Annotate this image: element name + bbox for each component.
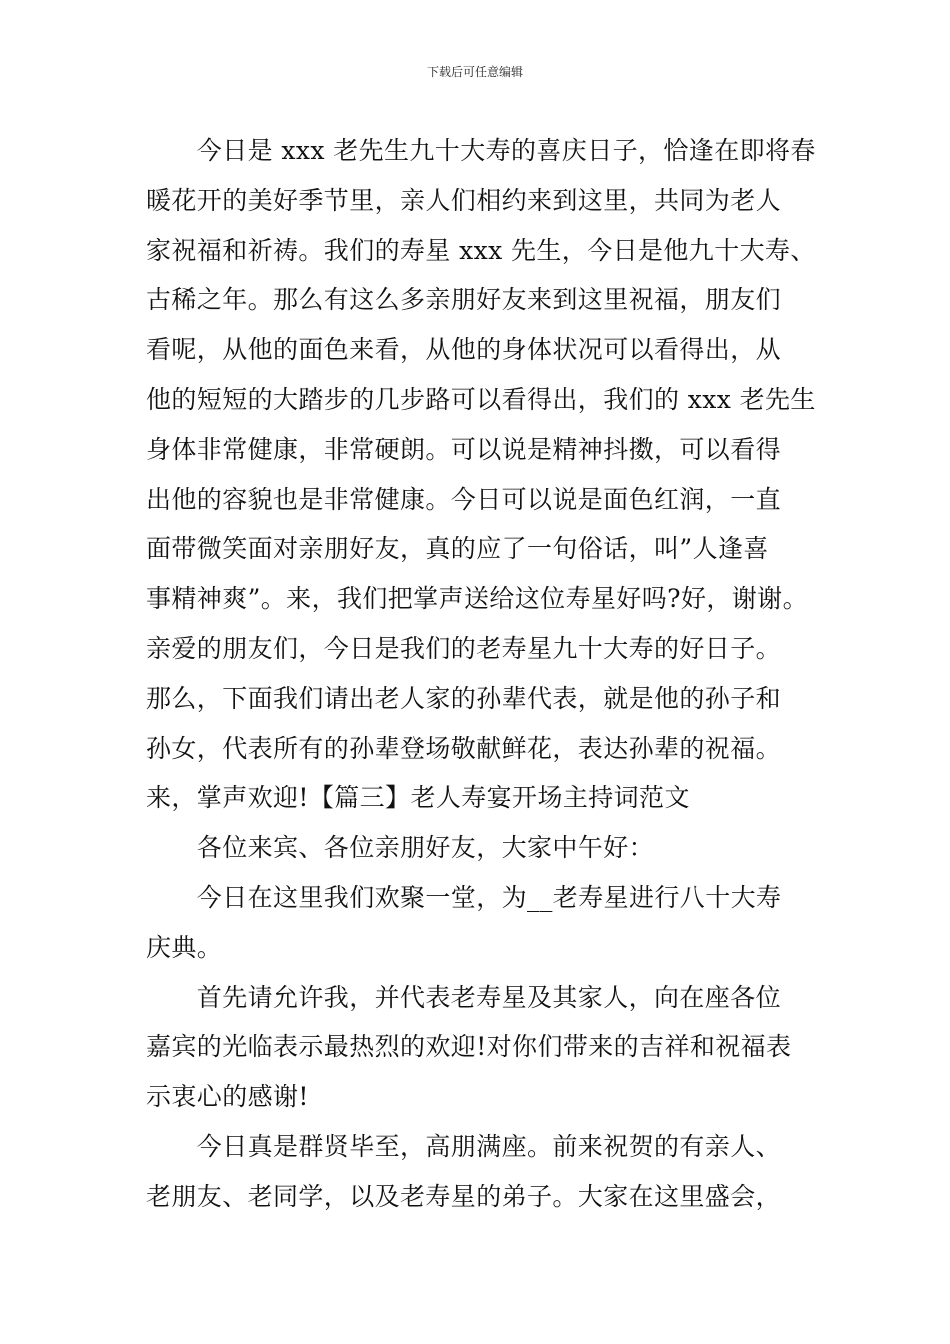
document-body — [146, 126, 836, 1222]
paragraph-birthday-speech: 今日是 xxx 老先生九十大寿的喜庆日子，恰逢在即将春 暖花开的美好季节里，亲人们相约来到这里，共同为老人 家祝福和祈祷。我们的寿星 xxx 先生，今日是他九十大寿、 古稀之年。那么有这么多亲朋好友来到这里祝福，朋友们 看呢，从他的面色来看，从他的身体状况可以看得出，从 他的短短的大踏步的几步路可以看得出，我们的 xxx 老先生 身体非常健康，非常硬朗。可以说是精神抖擞，可以看得 出他的容貌也是非常健康。今日可以说是面色红润，一直 面带微笑面对亲朋好友，真的应了一句俗话，叫”人逢喜 事精神爽”。来，我们把掌声送给这位寿星好吗?好，谢谢。 亲爱的朋友们，今日是我们的老寿星九十大寿的好日子。 那么，下面我们请出老人家的孙辈代表，就是他的孙子和 孙女，代表所有的孙辈登场敬献鲜花，表达孙辈的祝福。 来，掌声欢迎!【篇三】老人寿宴开场主持词范文 — [146, 136, 816, 813]
paragraph-guests: 今日真是群贤毕至，高朋满座。前来祝贺的有亲人、 老朋友、老同学，以及老寿星的弟子。大家在这里盛会， — [146, 1131, 782, 1211]
paragraph-greeting: 各位来宾、各位亲朋好友，大家中午好： — [146, 833, 655, 863]
paragraph-gathering: 今日在这里我们欢聚一堂，为__老寿星进行八十大寿 庆典。 — [146, 882, 782, 962]
page-header-note: 下载后可任意编辑 — [426, 65, 523, 79]
paragraph-welcome: 首先请允许我，并代表老寿星及其家人，向在座各位 嘉宾的光临表示最热烈的欢迎!对你们带来的吉祥和祝福表 示衷心的感谢! — [146, 982, 792, 1112]
